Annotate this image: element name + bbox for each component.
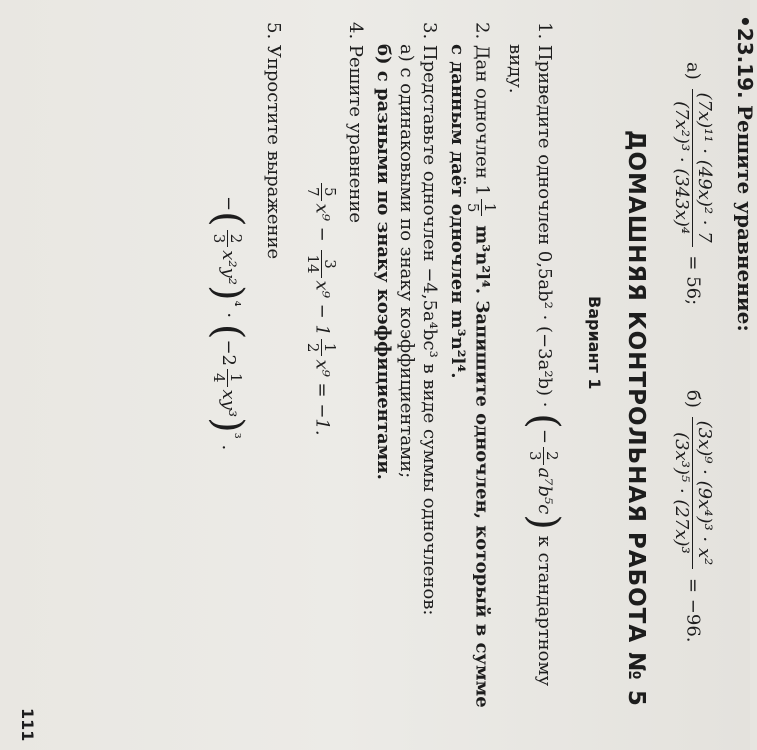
exercise-part-b bbox=[670, 390, 715, 643]
task-1-tail: к стандартному bbox=[534, 535, 555, 687]
task-1-continuation: виду. bbox=[505, 44, 526, 94]
homework-title: ДОМАШНЯЯ КОНТРОЛЬНАЯ РАБОТА № 5 bbox=[623, 130, 649, 707]
task-5: 5. Упростите выражение bbox=[263, 22, 284, 260]
task-5-expression: −( 2 3 x²y²)$^{^4}$ · (−2 1 4 xy³)$^{^3}$ . bbox=[205, 196, 251, 451]
task-2 bbox=[465, 22, 498, 708]
part-b-rhs: = −96. bbox=[682, 577, 704, 643]
task-3-b: б) с разными по знаку коэффициентами. bbox=[373, 44, 394, 480]
task-2-fraction: 1 5 bbox=[465, 199, 498, 217]
exercise-header bbox=[734, 15, 756, 332]
task-2-continuation: с данным даёт одночлен m³n²l⁴. bbox=[447, 44, 468, 379]
task-4-fraction-3: 1 2 bbox=[305, 339, 338, 357]
part-b-fraction bbox=[670, 417, 715, 570]
variant-label: Вариант 1 bbox=[585, 296, 604, 390]
task-3: 3. Представьте одночлен −4,5a⁴bc³ в виде суммы одночленов: bbox=[419, 22, 440, 616]
task-5-fraction-2: 1 4 bbox=[212, 369, 245, 387]
page-number: 111 bbox=[18, 708, 37, 742]
task-1-expression: a⁷b⁵c bbox=[534, 467, 555, 515]
part-b-label: б) bbox=[682, 390, 704, 408]
exercise-number: •23.19. bbox=[733, 15, 757, 99]
task-4-equation: 5 7 x⁹ − 3 14 x⁹ − 1 1 2 x⁹ = −1. bbox=[305, 180, 338, 436]
exercise-heading: Решите уравнение: bbox=[733, 105, 757, 332]
task-3-a: а) с одинаковыми по знаку коэффициентами; bbox=[396, 44, 417, 479]
task-5-fraction-1: 2 3 bbox=[212, 230, 245, 248]
task-4-fraction-1: 5 7 bbox=[305, 183, 338, 201]
part-a-numerator: (7x)¹¹ · (49x)² · 7 bbox=[692, 89, 715, 247]
part-a-fraction bbox=[670, 89, 715, 247]
task-4: 4. Решите уравнение bbox=[345, 22, 366, 223]
task-2-mid: m³n²l⁴. Запишите одночлен, который в сумме bbox=[471, 225, 493, 708]
task-1-fraction: 2 3 bbox=[528, 447, 561, 465]
part-a-rhs: = 56; bbox=[682, 255, 704, 306]
task-2-lead: 2. Дан одночлен 1 bbox=[471, 22, 493, 196]
exercise-part-a bbox=[670, 62, 715, 305]
task-1: 1. Приведите одночлен 0,5ab² · (−3a²b) · (− 2 3 a⁷b⁵c) к стандартному bbox=[521, 22, 567, 687]
part-a-denominator: (7x²)³ · (343x)⁴ bbox=[671, 101, 692, 235]
task-1-lead: 1. Приведите одночлен 0,5ab² · (−3a²b) · bbox=[534, 22, 555, 408]
task-4-fraction-2: 3 14 bbox=[305, 250, 338, 277]
part-b-numerator: (3x)⁹ · (9x⁴)³ · x² bbox=[692, 417, 715, 570]
part-a-label: а) bbox=[682, 62, 704, 80]
part-b-denominator: (3x³)⁵ · (27x)³ bbox=[671, 432, 692, 554]
